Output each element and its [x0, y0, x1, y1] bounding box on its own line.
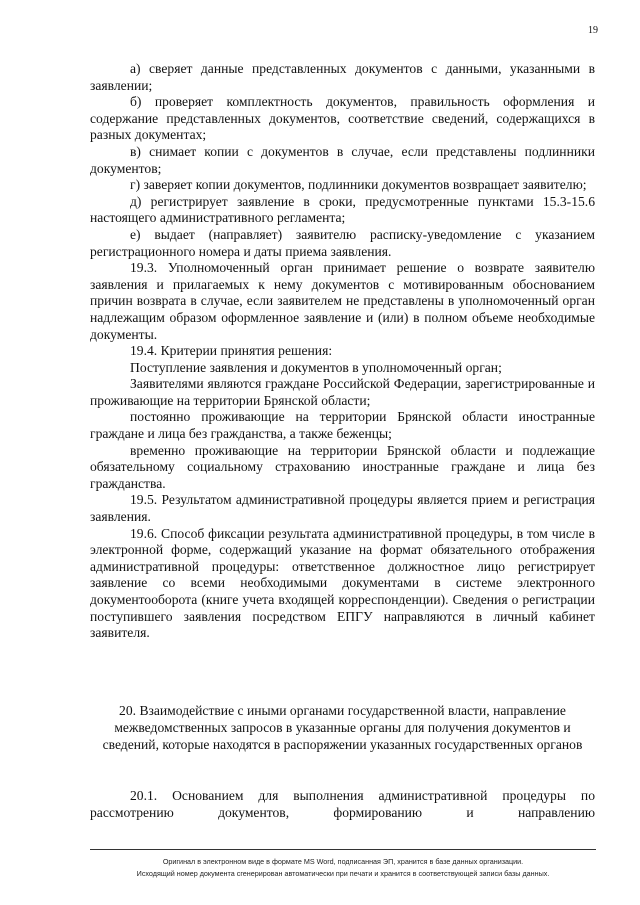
paragraph-criteria-3: постоянно проживающие на территории Брянской области иностранные граждане и лица без гражданства, а также беженцы; — [90, 409, 595, 442]
paragraph-19-3: 19.3. Уполномоченный орган принимает решение о возврате заявителю заявления и прилагаемых к нему документов с мотивированным обоснованием причин возврата в случае, если заявителем не представлены в уполномоченный орган надлежащим образом оформленное заявление и (или) в полном объеме необходимые документы. — [90, 260, 595, 342]
paragraph-criteria-1: Поступление заявления и документов в уполномоченный орган; — [130, 359, 502, 375]
section-heading: 20. Взаимодействие с иными органами государственной власти, направление межведомственных запросов в указанные органы для получения документов и сведений, которые находятся в распоряжении указанных государственных органов — [102, 703, 583, 752]
page-number: 19 — [588, 25, 598, 36]
footer — [90, 856, 596, 880]
footer-line-1: Оригинал в электронном виде в формате MS Word, подписанная ЭП, хранится в базе данных организации. — [162, 857, 524, 866]
paragraph-19-6: 19.6. Способ фиксации результата административной процедуры, в том числе в электронной форме, содержащий указание на формат обязательного отображения административной процедуры: ответственное должностное лицо регистрирует заявление со всеми необходимыми документами в системе электронного документооборота (книге учета входящей корреспонденции). Сведения о регистрации поступившего заявления посредством ЕПГУ направляются в личный кабинет заявителя. — [90, 525, 595, 641]
paragraph-19-5: 19.5. Результатом административной процедуры является прием и регистрация заявления. — [90, 492, 595, 525]
paragraph-20-1: 20.1. Основанием для выполнения административной процедуры по рассмотрению документов, формированию и направлению — [90, 788, 595, 820]
paragraph-item-v: в) снимает копии с документов в случае, если представлены подлинники документов; — [90, 143, 595, 176]
paragraph-item-e: е) выдает (направляет) заявителю расписку-уведомление с указанием регистрационного номера и даты приема заявления. — [90, 226, 595, 259]
footer-divider — [90, 849, 596, 850]
footer-line-2: Исходящий номер документа сгенерирован автоматически при печати и хранится в соответствующей записи базы данных. — [136, 869, 550, 878]
paragraph-item-a: а) сверяет данные представленных документов с данными, указанными в заявлении; — [90, 61, 595, 93]
paragraph-item-b: б) проверяет комплектность документов, правильность оформления и содержание представленных документов, соответствие сведений, содержащихся в разных документах; — [90, 94, 595, 143]
paragraph-criteria-2: Заявителями являются граждане Российской Федерации, зарегистрированные и проживающие на территории Брянской области; — [90, 376, 595, 408]
paragraph-item-g: г) заверяет копии документов, подлинники документов возвращает заявителю; — [130, 177, 587, 193]
paragraph-criteria-4: временно проживающие на территории Брянской области и подлежащие обязательному социальному страхованию иностранные граждане и лица без гражданства. — [90, 442, 595, 491]
document-body — [90, 61, 595, 642]
paragraph-item-d: д) регистрирует заявление в сроки, предусмотренные пунктами 15.3-15.6 настоящего административного регламента; — [90, 193, 595, 226]
paragraph-19-4: 19.4. Критерии принятия решения: — [130, 343, 333, 359]
section-body — [90, 788, 595, 822]
